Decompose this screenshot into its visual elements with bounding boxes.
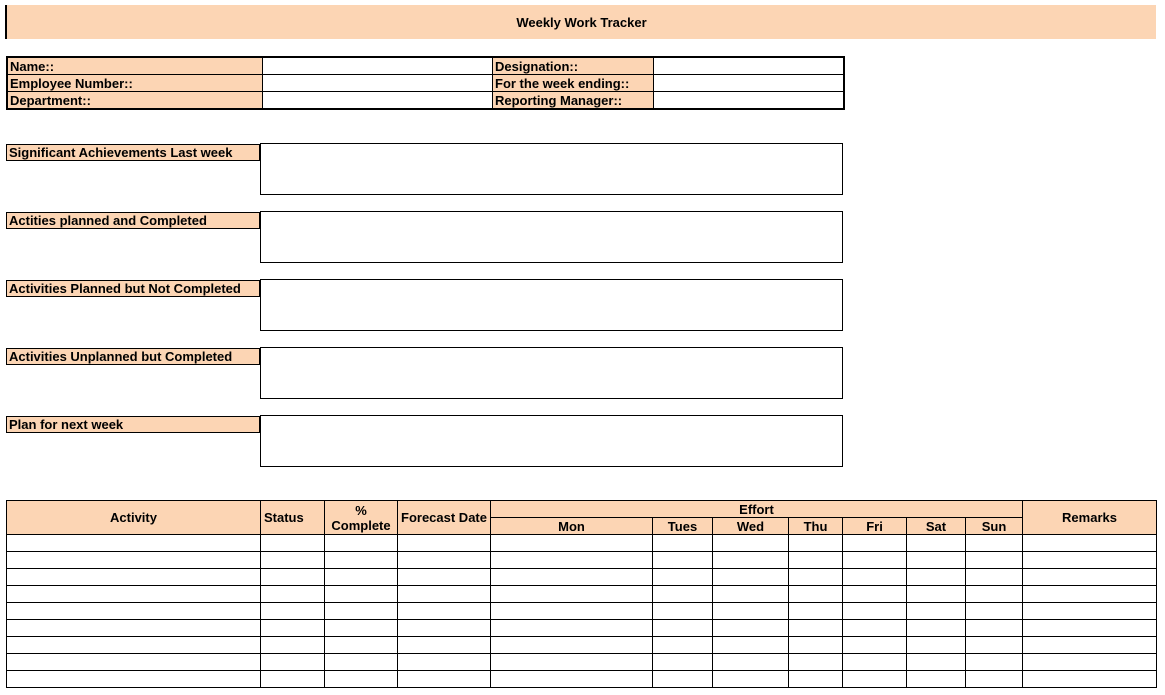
section-box-achievements[interactable] [260, 143, 843, 195]
department-field[interactable] [263, 92, 493, 110]
table-cell[interactable] [491, 569, 653, 586]
table-cell[interactable] [843, 569, 907, 586]
table-cell[interactable] [653, 637, 713, 654]
table-cell[interactable] [398, 552, 491, 569]
employee-info-table [6, 56, 845, 110]
table-cell[interactable] [261, 637, 325, 654]
col-day-sat: Sat [907, 518, 966, 535]
table-cell[interactable] [261, 620, 325, 637]
table-cell[interactable] [325, 603, 398, 620]
table-cell[interactable] [713, 552, 789, 569]
table-cell[interactable] [713, 603, 789, 620]
designation-field[interactable] [654, 57, 845, 75]
table-cell[interactable] [398, 569, 491, 586]
activity-table-body [7, 535, 1157, 688]
table-cell[interactable] [789, 654, 843, 671]
name-label: Name:: [7, 57, 263, 75]
table-cell[interactable] [7, 620, 261, 637]
table-cell[interactable] [1023, 535, 1157, 552]
col-day-fri: Fri [843, 518, 907, 535]
table-cell[interactable] [843, 620, 907, 637]
col-day-wed: Wed [713, 518, 789, 535]
table-cell[interactable] [907, 654, 966, 671]
table-row [7, 552, 1157, 569]
section-label-planned-not-completed: Activities Planned but Not Completed [6, 280, 260, 297]
col-effort: Effort [491, 501, 1023, 518]
table-cell[interactable] [713, 620, 789, 637]
table-cell[interactable] [7, 654, 261, 671]
col-day-sun: Sun [966, 518, 1023, 535]
section-box-planned-completed[interactable] [260, 211, 843, 263]
table-cell[interactable] [325, 671, 398, 688]
table-cell[interactable] [261, 569, 325, 586]
table-cell[interactable] [261, 586, 325, 603]
table-cell[interactable] [1023, 637, 1157, 654]
table-cell[interactable] [398, 535, 491, 552]
table-cell[interactable] [1023, 654, 1157, 671]
table-cell[interactable] [261, 654, 325, 671]
table-cell[interactable] [907, 637, 966, 654]
table-cell[interactable] [1023, 552, 1157, 569]
table-cell[interactable] [1023, 603, 1157, 620]
table-cell[interactable] [325, 552, 398, 569]
table-cell[interactable] [713, 671, 789, 688]
table-row [7, 620, 1157, 637]
table-cell[interactable] [491, 535, 653, 552]
table-cell[interactable] [325, 654, 398, 671]
table-cell[interactable] [789, 620, 843, 637]
table-cell[interactable] [907, 535, 966, 552]
table-cell[interactable] [1023, 620, 1157, 637]
table-cell[interactable] [966, 552, 1023, 569]
table-cell[interactable] [789, 603, 843, 620]
table-row [7, 671, 1157, 688]
table-cell[interactable] [907, 671, 966, 688]
table-cell[interactable] [907, 552, 966, 569]
col-activity: Activity [7, 501, 261, 535]
table-row [7, 654, 1157, 671]
table-cell[interactable] [491, 620, 653, 637]
table-cell[interactable] [843, 535, 907, 552]
table-cell[interactable] [789, 552, 843, 569]
table-cell[interactable] [653, 620, 713, 637]
table-cell[interactable] [843, 654, 907, 671]
reporting-manager-field[interactable] [654, 92, 845, 110]
table-cell[interactable] [966, 569, 1023, 586]
table-cell[interactable] [325, 569, 398, 586]
table-cell[interactable] [653, 654, 713, 671]
sheet-title: Weekly Work Tracker [5, 5, 1156, 39]
table-cell[interactable] [843, 671, 907, 688]
table-cell[interactable] [325, 535, 398, 552]
table-row [7, 535, 1157, 552]
table-cell[interactable] [1023, 671, 1157, 688]
table-cell[interactable] [491, 603, 653, 620]
table-cell[interactable] [713, 637, 789, 654]
section-label-planned-completed: Actities planned and Completed [6, 212, 260, 229]
table-cell[interactable] [7, 552, 261, 569]
table-cell[interactable] [491, 586, 653, 603]
week-ending-label: For the week ending:: [493, 75, 654, 92]
table-cell[interactable] [398, 671, 491, 688]
reporting-manager-label: Reporting Manager:: [493, 92, 654, 110]
table-cell[interactable] [491, 637, 653, 654]
table-cell[interactable] [491, 552, 653, 569]
col-day-thu: Thu [789, 518, 843, 535]
table-cell[interactable] [398, 586, 491, 603]
table-cell[interactable] [653, 535, 713, 552]
table-cell[interactable] [398, 620, 491, 637]
section-box-planned-not-completed[interactable] [260, 279, 843, 331]
table-row [7, 637, 1157, 654]
col-status: Status [261, 501, 325, 535]
table-cell[interactable] [966, 654, 1023, 671]
department-label: Department:: [7, 92, 263, 110]
table-cell[interactable] [7, 535, 261, 552]
table-cell[interactable] [653, 569, 713, 586]
table-cell[interactable] [966, 637, 1023, 654]
table-cell[interactable] [261, 671, 325, 688]
table-cell[interactable] [1023, 586, 1157, 603]
table-cell[interactable] [966, 586, 1023, 603]
table-cell[interactable] [843, 586, 907, 603]
table-cell[interactable] [713, 586, 789, 603]
table-cell[interactable] [843, 603, 907, 620]
table-cell[interactable] [907, 603, 966, 620]
table-row [7, 569, 1157, 586]
table-cell[interactable] [907, 586, 966, 603]
table-row [7, 586, 1157, 603]
table-cell[interactable] [789, 569, 843, 586]
table-cell[interactable] [325, 586, 398, 603]
table-cell[interactable] [398, 603, 491, 620]
table-cell[interactable] [843, 637, 907, 654]
section-label-next-week: Plan for next week [6, 416, 260, 433]
table-cell[interactable] [261, 603, 325, 620]
activity-table [6, 500, 1157, 688]
table-cell[interactable] [7, 569, 261, 586]
table-cell[interactable] [398, 637, 491, 654]
table-cell[interactable] [7, 671, 261, 688]
table-cell[interactable] [7, 586, 261, 603]
section-box-unplanned-completed[interactable] [260, 347, 843, 399]
table-cell[interactable] [789, 535, 843, 552]
col-percent-top: % [355, 502, 367, 518]
table-cell[interactable] [966, 671, 1023, 688]
col-day-mon: Mon [491, 518, 653, 535]
table-cell[interactable] [653, 586, 713, 603]
table-cell[interactable] [7, 603, 261, 620]
table-cell[interactable] [789, 637, 843, 654]
section-box-next-week[interactable] [260, 415, 843, 467]
col-remarks: Remarks [1023, 501, 1157, 535]
employee-number-label: Employee Number:: [7, 75, 263, 92]
col-percent-complete [325, 501, 398, 535]
table-cell[interactable] [398, 654, 491, 671]
table-cell[interactable] [713, 535, 789, 552]
table-cell[interactable] [653, 603, 713, 620]
table-cell[interactable] [653, 552, 713, 569]
col-forecast-date: Forecast Date [398, 501, 491, 535]
table-cell[interactable] [966, 603, 1023, 620]
table-cell[interactable] [966, 620, 1023, 637]
table-cell[interactable] [789, 586, 843, 603]
section-label-achievements: Significant Achievements Last week [6, 144, 260, 161]
table-cell[interactable] [843, 552, 907, 569]
name-field[interactable] [263, 57, 493, 75]
table-cell[interactable] [713, 654, 789, 671]
table-cell[interactable] [7, 637, 261, 654]
week-ending-field[interactable] [654, 75, 845, 92]
table-cell[interactable] [261, 552, 325, 569]
col-percent-bottom: Complete [331, 517, 391, 533]
table-row [7, 603, 1157, 620]
table-cell[interactable] [907, 620, 966, 637]
table-cell[interactable] [789, 671, 843, 688]
table-cell[interactable] [1023, 569, 1157, 586]
table-cell[interactable] [966, 535, 1023, 552]
table-cell[interactable] [491, 671, 653, 688]
table-cell[interactable] [261, 535, 325, 552]
designation-label: Designation:: [493, 57, 654, 75]
table-cell[interactable] [653, 671, 713, 688]
section-label-unplanned-completed: Activities Unplanned but Completed [6, 348, 260, 365]
table-cell[interactable] [491, 654, 653, 671]
table-cell[interactable] [325, 620, 398, 637]
col-day-tues: Tues [653, 518, 713, 535]
table-cell[interactable] [907, 569, 966, 586]
table-cell[interactable] [713, 569, 789, 586]
employee-number-field[interactable] [263, 75, 493, 92]
table-cell[interactable] [325, 637, 398, 654]
